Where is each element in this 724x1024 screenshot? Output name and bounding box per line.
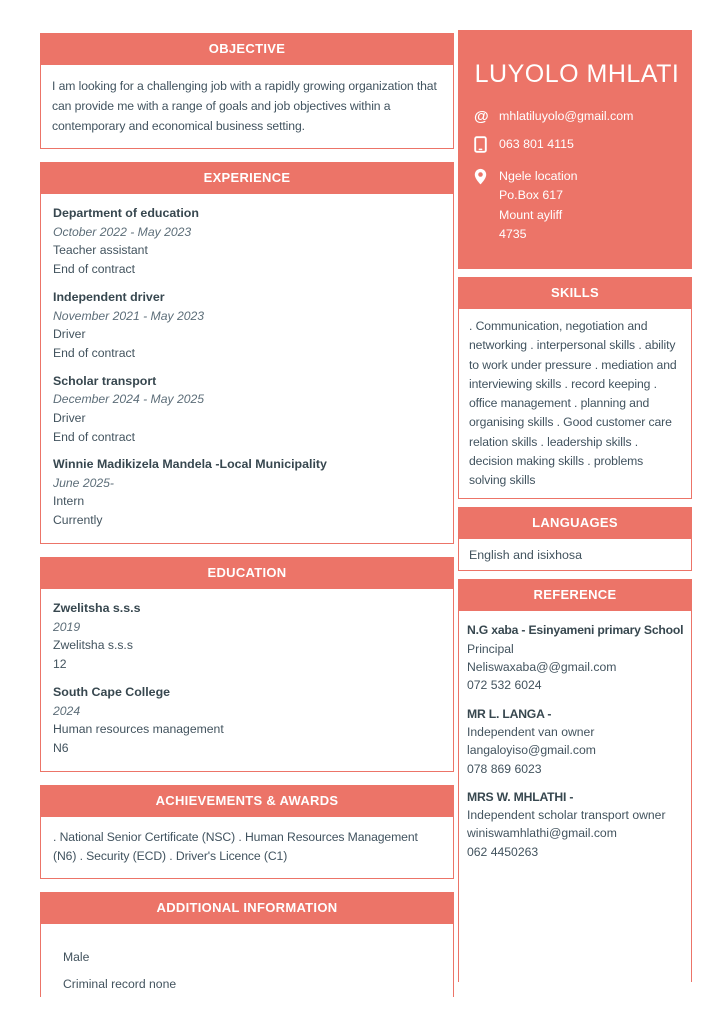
left-column (40, 33, 454, 1010)
experience-body (40, 193, 454, 544)
contact-email-row (474, 107, 680, 126)
employer-name: Department of education (53, 206, 199, 221)
education-entry (53, 683, 441, 758)
employer-name: Winnie Madikizela Mandela -Local Municipality (53, 457, 327, 472)
education-detail: Human resources management (53, 721, 224, 736)
referee-phone: 062 4450263 (467, 844, 539, 859)
experience-header: EXPERIENCE (40, 162, 454, 193)
reference-entry (467, 621, 687, 694)
referee-role: Independent scholar transport owner (467, 808, 666, 823)
person-name: LUYOLO MHLATI (474, 60, 680, 88)
employment-dates: June 2025- (53, 476, 114, 491)
job-role: Intern (53, 494, 85, 509)
education-detail: Zwelitsha s.s.s (53, 638, 133, 653)
section-skills (458, 277, 692, 499)
address-block (499, 167, 680, 244)
job-role: Teacher assistant (53, 243, 148, 258)
section-experience (40, 162, 454, 544)
education-year: 2019 (53, 619, 81, 634)
section-additional-information (40, 892, 454, 997)
location-pin-icon (474, 167, 499, 191)
section-languages (458, 507, 692, 571)
referee-email: winiswamhlathi@gmail.com (467, 826, 617, 841)
achievements-text: . National Senior Certificate (NSC) . Human Resources Management (N6) . Security (ECD) . Driver's Licence (C1) (53, 829, 418, 864)
experience-entry (53, 455, 441, 530)
education-body (40, 588, 454, 771)
reference-entry (467, 705, 687, 778)
address-line: Po.Box 617 (499, 188, 564, 203)
contact-card (458, 30, 692, 269)
address-line: Mount ayliff (499, 207, 563, 222)
reference-body (458, 610, 692, 982)
phone-value: 063 801 4115 (499, 136, 574, 151)
objective-body (40, 64, 454, 149)
experience-entry (53, 204, 441, 279)
referee-email: langaloyiso@gmail.com (467, 743, 596, 758)
education-header: EDUCATION (40, 557, 454, 588)
additional-information-body (40, 923, 454, 997)
referee-name: N.G xaba - Esinyameni primary School (467, 623, 684, 638)
job-note: End of contract (53, 345, 135, 360)
section-reference (458, 579, 692, 982)
objective-header: OBJECTIVE (40, 33, 454, 64)
education-detail: N6 (53, 740, 69, 755)
right-column (458, 30, 692, 990)
referee-phone: 078 869 6023 (467, 761, 542, 776)
education-year: 2024 (53, 703, 81, 718)
contact-address-row (474, 167, 680, 244)
objective-text: I am looking for a challenging job with a rapidly growing organization that can provide me with a range of goals and job objectives within a contemporary and economical business setting. (52, 79, 437, 133)
experience-entry (53, 288, 441, 363)
job-note: Currently (53, 513, 103, 528)
job-note: End of contract (53, 262, 135, 277)
referee-name: MRS W. MHLATHI - (467, 789, 574, 804)
skills-text: . Communication, negotiation and networking . interpersonal skills . ability to work under pressure . mediation and interviewing skills . record keeping . office management . planning and organising skills . Good customer care relation skills . leadership skills . decision making skills . problems solving skills (469, 319, 677, 488)
referee-role: Independent van owner (467, 724, 595, 739)
additional-item: Male (63, 950, 90, 965)
at-icon: @ (474, 108, 489, 125)
referee-email: Neliswaxaba@@gmail.com (467, 660, 617, 675)
email-value: mhlatiluyolo@gmail.com (499, 109, 634, 123)
languages-body: English and isixhosa (458, 538, 692, 571)
school-name: South Cape College (53, 684, 171, 699)
employment-dates: December 2024 - May 2025 (53, 392, 205, 407)
section-objective (40, 33, 454, 149)
employment-dates: October 2022 - May 2023 (53, 224, 192, 239)
address-line: 4735 (499, 226, 527, 241)
job-role: Driver (53, 410, 86, 425)
section-education (40, 557, 454, 771)
referee-name: MR L. LANGA - (467, 706, 552, 721)
achievements-header: ACHIEVEMENTS & AWARDS (40, 785, 454, 816)
employer-name: Scholar transport (53, 373, 157, 388)
skills-body (458, 308, 692, 499)
experience-entry (53, 372, 441, 447)
section-achievements (40, 785, 454, 880)
contact-phone-row (474, 135, 680, 159)
mobile-phone-icon (474, 135, 499, 159)
languages-header: LANGUAGES (458, 507, 692, 538)
additional-item: Criminal record none (63, 977, 177, 992)
skills-header: SKILLS (458, 277, 692, 308)
address-line: Ngele location (499, 169, 578, 184)
achievements-body (40, 816, 454, 880)
reference-header: REFERENCE (458, 579, 692, 610)
job-role: Driver (53, 326, 86, 341)
education-detail: 12 (53, 656, 67, 671)
education-entry (53, 599, 441, 674)
employer-name: Independent driver (53, 290, 165, 305)
referee-role: Principal (467, 641, 514, 656)
employment-dates: November 2021 - May 2023 (53, 308, 205, 323)
job-note: End of contract (53, 429, 135, 444)
referee-phone: 072 532 6024 (467, 678, 542, 693)
additional-information-header: ADDITIONAL INFORMATION (40, 892, 454, 923)
school-name: Zwelitsha s.s.s (53, 601, 141, 616)
reference-entry (467, 788, 687, 861)
